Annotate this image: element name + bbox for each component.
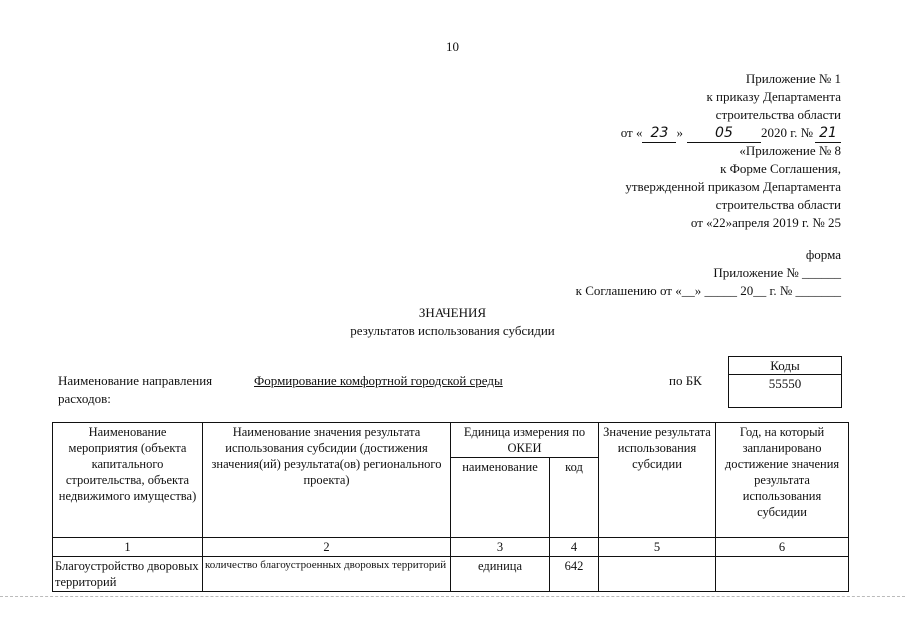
order-date-line [401, 124, 841, 142]
date-prefix: от « [620, 125, 643, 140]
appendix-line: Приложение № ______ [713, 265, 841, 280]
header-unit-name: наименование [451, 458, 550, 538]
codes-value: 55550 [768, 376, 802, 391]
results-table [52, 422, 849, 592]
cell-event: Благоустройство дворовых территорий [53, 557, 203, 592]
header-sub-line: утвержденной приказом Департамента [625, 179, 841, 194]
column-number: 5 [599, 538, 716, 557]
column-number: 2 [203, 538, 451, 557]
approval-header [401, 70, 841, 232]
header-line: Приложение № 1 [745, 71, 841, 86]
direction-value: Формирование комфортной городской среды [254, 373, 503, 388]
document-subtitle: результатов использования субсидии [350, 323, 555, 338]
handwritten-number: 21 [815, 124, 841, 143]
column-number: 1 [53, 538, 203, 557]
codes-box [728, 356, 842, 408]
page-number: 10 [446, 39, 459, 54]
scan-artifact-line [0, 596, 905, 598]
column-number: 6 [716, 538, 849, 557]
header-sub-line: строительства области [715, 197, 841, 212]
form-block [401, 246, 841, 300]
header-year: Год, на который запланировано достижение значения результата использования субсидии [716, 423, 849, 538]
header-line: строительства области [715, 107, 841, 122]
column-number: 3 [451, 538, 550, 557]
codes-header: Коды [729, 357, 841, 375]
table-row [53, 557, 849, 592]
header-sub-line: «Приложение № 8 [739, 143, 841, 158]
date-year: 2020 г. № [760, 125, 813, 140]
column-number: 4 [550, 538, 599, 557]
agreement-line: к Соглашению от «__» _____ 20__ г. № _______ [575, 283, 841, 298]
header-sub-line: от «22»апреля 2019 г. № 25 [690, 215, 841, 230]
header-unit: Единица измерения по ОКЕИ [451, 423, 599, 458]
date-mid: » [676, 125, 683, 140]
cell-value [599, 557, 716, 592]
header-event: Наименование мероприятия (объекта капитального строительства, объекта недвижимого имущества) [53, 423, 203, 538]
cell-unit: единица [451, 557, 550, 592]
document-title: ЗНАЧЕНИЯ [418, 305, 487, 320]
header-result: Наименование значения результата использования субсидии (достижения значения(ий) результата(ов) регионального проекта) [203, 423, 451, 538]
header-unit-code: код [550, 458, 599, 538]
cell-year [716, 557, 849, 592]
form-label: форма [805, 247, 841, 262]
handwritten-month: 05 [687, 124, 761, 143]
column-numbers-row [53, 538, 849, 557]
header-sub-line: к Форме Соглашения, [720, 161, 841, 176]
header-value: Значение результата использования субсидии [599, 423, 716, 538]
direction-label: Наименование направления расходов: [58, 373, 213, 406]
cell-result: количество благоустроенных дворовых территорий [203, 557, 451, 592]
bk-label: по БК [669, 373, 702, 388]
cell-code: 642 [550, 557, 599, 592]
handwritten-day: 23 [642, 124, 676, 143]
header-line: к приказу Департамента [706, 89, 841, 104]
